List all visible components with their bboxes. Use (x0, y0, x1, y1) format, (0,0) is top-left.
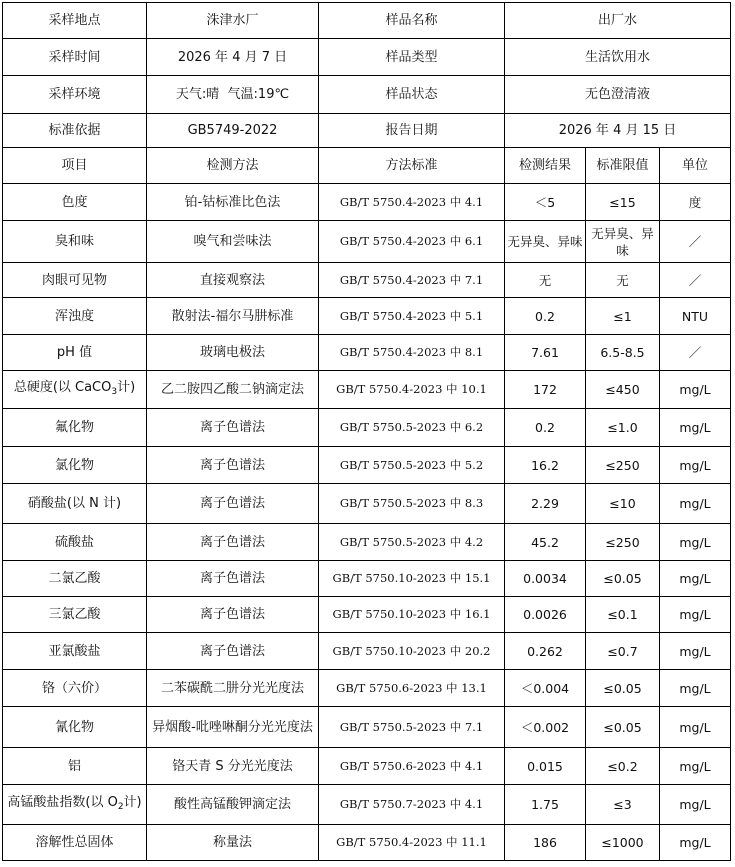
result-cell: 0.0034 (505, 561, 586, 597)
header-row-basis (3, 114, 731, 148)
method-cell: 玻璃电极法 (147, 335, 319, 371)
item-cell: 臭和味 (3, 221, 147, 263)
col-result-header: 检测结果 (505, 148, 586, 184)
table-row (3, 633, 731, 670)
table-row (3, 371, 731, 409)
table-row (3, 335, 731, 371)
sample-type-label: 样品类型 (319, 39, 505, 76)
unit-cell: ／ (660, 335, 731, 371)
basis-value: GB5749-2022 (147, 114, 319, 148)
sample-name-label: 样品名称 (319, 3, 505, 39)
method-cell: 离子色谱法 (147, 597, 319, 633)
sample-type-value: 生活饮用水 (505, 39, 731, 76)
item-cell: 浑浊度 (3, 298, 147, 335)
unit-cell: mg/L (660, 371, 731, 409)
item-cell: 二氯乙酸 (3, 561, 147, 597)
sample-time-label: 采样时间 (3, 39, 147, 76)
limit-cell: ≤0.05 (586, 670, 660, 707)
limit-cell: ≤1000 (586, 825, 660, 861)
unit-cell: mg/L (660, 524, 731, 561)
header-row-env (3, 76, 731, 114)
limit-cell: ≤0.7 (586, 633, 660, 670)
item-cell: 硝酸盐(以 N 计) (3, 484, 147, 524)
limit-cell: ≤1 (586, 298, 660, 335)
result-cell: ＜5 (505, 184, 586, 221)
item-cell: 溶解性总固体 (3, 825, 147, 861)
limit-cell: 6.5-8.5 (586, 335, 660, 371)
method-cell: 离子色谱法 (147, 484, 319, 524)
unit-cell: ／ (660, 263, 731, 298)
unit-cell: mg/L (660, 633, 731, 670)
item-cell: 氰化物 (3, 707, 147, 748)
item-cell: 铝 (3, 748, 147, 785)
result-cell: 186 (505, 825, 586, 861)
result-cell: 7.61 (505, 335, 586, 371)
result-cell: 无 (505, 263, 586, 298)
unit-cell: mg/L (660, 670, 731, 707)
header-row-time (3, 39, 731, 76)
unit-cell: ／ (660, 221, 731, 263)
method-cell: 铂-钴标准比色法 (147, 184, 319, 221)
standard-cell: GB/T 5750.5-2023 中 6.2 (319, 409, 505, 447)
limit-cell: ≤15 (586, 184, 660, 221)
method-cell: 异烟酸-吡唑啉酮分光光度法 (147, 707, 319, 748)
result-cell: 0.015 (505, 748, 586, 785)
table-row (3, 707, 731, 748)
standard-cell: GB/T 5750.5-2023 中 7.1 (319, 707, 505, 748)
limit-cell: ≤0.05 (586, 707, 660, 748)
basis-label: 标准依据 (3, 114, 147, 148)
unit-cell: mg/L (660, 409, 731, 447)
item-cell: 亚氯酸盐 (3, 633, 147, 670)
table-row (3, 298, 731, 335)
table-row (3, 670, 731, 707)
item-cell (3, 371, 147, 409)
result-cell: 0.2 (505, 409, 586, 447)
limit-cell: ≤10 (586, 484, 660, 524)
table-row (3, 484, 731, 524)
col-unit-header: 单位 (660, 148, 731, 184)
limit-cell: ≤1.0 (586, 409, 660, 447)
method-cell: 离子色谱法 (147, 524, 319, 561)
state-label: 样品状态 (319, 76, 505, 114)
state-value: 无色澄清液 (505, 76, 731, 114)
result-cell: 0.0026 (505, 597, 586, 633)
table-row (3, 447, 731, 484)
standard-cell: GB/T 5750.10-2023 中 15.1 (319, 561, 505, 597)
site-label: 采样地点 (3, 3, 147, 39)
result-cell: ＜0.004 (505, 670, 586, 707)
table-row (3, 825, 731, 861)
result-cell: 45.2 (505, 524, 586, 561)
limit-cell: ≤250 (586, 524, 660, 561)
standard-cell: GB/T 5750.4-2023 中 11.1 (319, 825, 505, 861)
item-text-suffix: 计) (123, 794, 142, 810)
limit-cell: ≤3 (586, 785, 660, 825)
unit-cell: mg/L (660, 484, 731, 524)
table-row (3, 748, 731, 785)
table-row (3, 263, 731, 298)
method-cell: 乙二胺四乙酸二钠滴定法 (147, 371, 319, 409)
item-cell: 硫酸盐 (3, 524, 147, 561)
limit-cell: 无 (586, 263, 660, 298)
item-cell: 氟化物 (3, 409, 147, 447)
method-cell: 散射法-福尔马肼标准 (147, 298, 319, 335)
standard-cell: GB/T 5750.5-2023 中 8.3 (319, 484, 505, 524)
water-quality-report-table (2, 2, 731, 861)
unit-cell: NTU (660, 298, 731, 335)
unit-cell: mg/L (660, 561, 731, 597)
item-cell: 色度 (3, 184, 147, 221)
standard-cell: GB/T 5750.4-2023 中 10.1 (319, 371, 505, 409)
standard-cell: GB/T 5750.5-2023 中 4.2 (319, 524, 505, 561)
unit-cell: mg/L (660, 597, 731, 633)
table-row (3, 221, 731, 263)
result-cell: 0.2 (505, 298, 586, 335)
standard-cell: GB/T 5750.4-2023 中 5.1 (319, 298, 505, 335)
method-cell: 离子色谱法 (147, 409, 319, 447)
result-cell: 无异臭、异味 (505, 221, 586, 263)
method-cell: 铬天青 S 分光光度法 (147, 748, 319, 785)
site-value: 洙津水厂 (147, 3, 319, 39)
table-row (3, 785, 731, 825)
standard-cell: GB/T 5750.6-2023 中 13.1 (319, 670, 505, 707)
standard-cell: GB/T 5750.5-2023 中 5.2 (319, 447, 505, 484)
unit-cell: mg/L (660, 748, 731, 785)
item-text-suffix: 计) (117, 379, 136, 395)
col-standard-header: 方法标准 (319, 148, 505, 184)
standard-cell: GB/T 5750.4-2023 中 4.1 (319, 184, 505, 221)
table-row (3, 561, 731, 597)
limit-cell: ≤0.1 (586, 597, 660, 633)
limit-cell: ≤0.05 (586, 561, 660, 597)
unit-cell: mg/L (660, 707, 731, 748)
standard-cell: GB/T 5750.4-2023 中 6.1 (319, 221, 505, 263)
item-subscript: 3 (111, 386, 118, 397)
table-row (3, 524, 731, 561)
item-cell (3, 785, 147, 825)
method-cell: 离子色谱法 (147, 633, 319, 670)
item-cell: 氯化物 (3, 447, 147, 484)
standard-cell: GB/T 5750.4-2023 中 8.1 (319, 335, 505, 371)
limit-cell: ≤450 (586, 371, 660, 409)
table-row (3, 409, 731, 447)
report-date-value: 2026 年 4 月 15 日 (505, 114, 731, 148)
standard-cell: GB/T 5750.10-2023 中 20.2 (319, 633, 505, 670)
table-row (3, 184, 731, 221)
item-text: 总硬度(以 CaCO (13, 379, 112, 395)
column-header-row (3, 148, 731, 184)
method-cell: 二苯碳酰二肼分光光度法 (147, 670, 319, 707)
method-cell: 离子色谱法 (147, 561, 319, 597)
result-cell: ＜0.002 (505, 707, 586, 748)
item-cell: 铬（六价） (3, 670, 147, 707)
col-item-header: 项目 (3, 148, 147, 184)
col-limit-header: 标准限值 (586, 148, 660, 184)
result-cell: 1.75 (505, 785, 586, 825)
result-cell: 16.2 (505, 447, 586, 484)
item-subscript: 2 (117, 801, 124, 812)
item-cell: pH 值 (3, 335, 147, 371)
standard-cell: GB/T 5750.6-2023 中 4.1 (319, 748, 505, 785)
unit-cell: mg/L (660, 825, 731, 861)
result-cell: 2.29 (505, 484, 586, 524)
method-cell: 嗅气和尝味法 (147, 221, 319, 263)
report-date-label: 报告日期 (319, 114, 505, 148)
standard-cell: GB/T 5750.4-2023 中 7.1 (319, 263, 505, 298)
unit-cell: 度 (660, 184, 731, 221)
col-method-header: 检测方法 (147, 148, 319, 184)
unit-cell: mg/L (660, 785, 731, 825)
result-cell: 172 (505, 371, 586, 409)
sample-name-value: 出厂水 (505, 3, 731, 39)
item-text: 高锰酸盐指数(以 O (7, 794, 118, 810)
limit-cell: ≤250 (586, 447, 660, 484)
standard-cell: GB/T 5750.10-2023 中 16.1 (319, 597, 505, 633)
report-container (2, 2, 731, 861)
sample-time-value: 2026 年 4 月 7 日 (147, 39, 319, 76)
method-cell: 称量法 (147, 825, 319, 861)
env-label: 采样环境 (3, 76, 147, 114)
table-row (3, 597, 731, 633)
limit-cell: 无异臭、异味 (586, 221, 660, 263)
item-cell: 肉眼可见物 (3, 263, 147, 298)
standard-cell: GB/T 5750.7-2023 中 4.1 (319, 785, 505, 825)
result-cell: 0.262 (505, 633, 586, 670)
env-value: 天气:晴 气温:19℃ (147, 76, 319, 114)
item-cell: 三氯乙酸 (3, 597, 147, 633)
method-cell: 离子色谱法 (147, 447, 319, 484)
method-cell: 直接观察法 (147, 263, 319, 298)
method-cell: 酸性高锰酸钾滴定法 (147, 785, 319, 825)
unit-cell: mg/L (660, 447, 731, 484)
header-row-site (3, 3, 731, 39)
limit-cell: ≤0.2 (586, 748, 660, 785)
